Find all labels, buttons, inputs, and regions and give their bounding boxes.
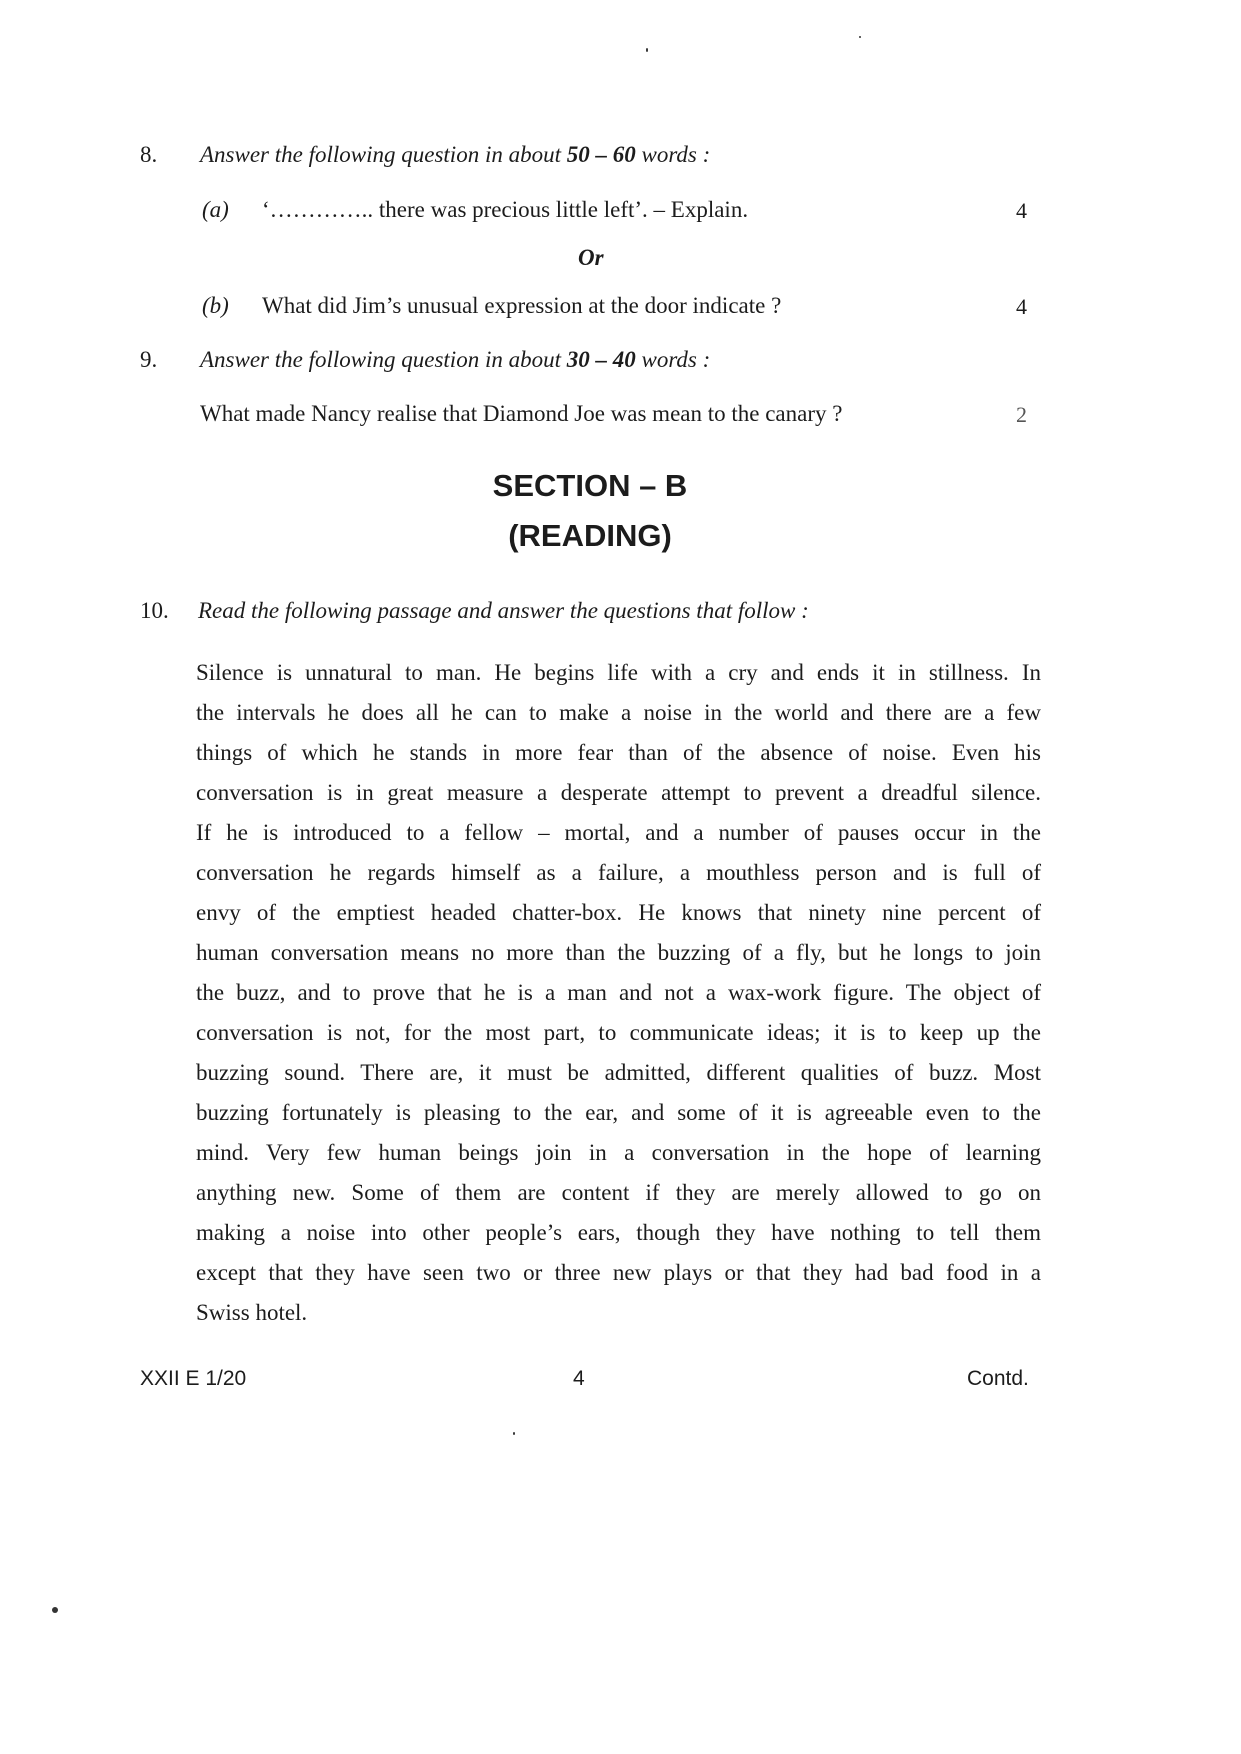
footer-page-number: 4	[573, 1367, 585, 1390]
scan-speck	[513, 1432, 515, 1435]
q10-instruction: Read the following passage and answer the questions that follow :	[198, 598, 809, 623]
passage-line: things of which he stands in more fear than of the absence of noise. Even his	[196, 740, 1041, 765]
scan-speck	[646, 48, 648, 52]
q9-instruction-pre: Answer the following question in about	[200, 347, 567, 372]
section-title: SECTION – B	[492, 468, 688, 503]
passage-line: conversation is in great measure a desperate attempt to prevent a dreadful silence.	[196, 780, 1041, 805]
q10-number: 10.	[140, 598, 169, 623]
passage-line: anything new. Some of them are content if they are merely allowed to go on	[196, 1180, 1041, 1205]
scan-speck	[859, 36, 861, 38]
q8a-marks: 4	[1016, 198, 1027, 223]
reading-passage	[196, 653, 1041, 1333]
footer-paper-code: XXII E 1/20	[140, 1367, 247, 1390]
passage-line: buzzing fortunately is pleasing to the ear, and some of it is agreeable even to the	[196, 1100, 1041, 1125]
q8-instruction-bold: 50 – 60	[566, 142, 636, 167]
q8a-label: (a)	[202, 197, 229, 222]
q9-text: What made Nancy realise that Diamond Joe was mean to the canary ?	[200, 401, 843, 426]
footer-contd: Contd.	[967, 1367, 1029, 1390]
or-separator: Or	[578, 245, 604, 270]
q8-number: 8.	[140, 142, 158, 167]
q8b-label: (b)	[202, 293, 229, 318]
passage-line: making a noise into other people’s ears, though they have nothing to tell them	[196, 1220, 1041, 1245]
q8-instruction	[200, 142, 710, 168]
q8b-text: What did Jim’s unusual expression at the door indicate ?	[262, 293, 782, 318]
passage-line: envy of the emptiest headed chatter-box. He knows that ninety nine percent of	[196, 900, 1041, 925]
passage-line: conversation is not, for the most part, to communicate ideas; it is to keep up the	[196, 1020, 1041, 1045]
passage-line: conversation he regards himself as a failure, a mouthless person and is full of	[196, 860, 1041, 885]
passage-line: mind. Very few human beings join in a conversation in the hope of learning	[196, 1140, 1041, 1165]
q9-instruction	[200, 347, 710, 373]
q9-instruction-bold: 30 – 40	[566, 347, 636, 372]
passage-line: human conversation means no more than the buzzing of a fly, but he longs to join	[196, 940, 1041, 965]
q9-marks: 2	[1016, 402, 1027, 427]
passage-line: except that they have seen two or three new plays or that they had bad food in a	[196, 1260, 1041, 1285]
passage-line: the buzz, and to prove that he is a man and not a wax-work figure. The object of	[196, 980, 1041, 1005]
passage-line: Swiss hotel.	[196, 1300, 308, 1325]
q8-instruction-post: words :	[635, 142, 711, 167]
q8-instruction-pre: Answer the following question in about	[200, 142, 567, 167]
section-subtitle: (READING)	[508, 518, 672, 553]
passage-line: Silence is unnatural to man. He begins life with a cry and ends it in stillness. In	[196, 660, 1041, 685]
scan-speck	[52, 1607, 58, 1613]
q9-instruction-post: words :	[635, 347, 711, 372]
passage-line: If he is introduced to a fellow – mortal, and a number of pauses occur in the	[196, 820, 1041, 845]
q8b-marks: 4	[1016, 294, 1027, 319]
passage-line: the intervals he does all he can to make a noise in the world and there are a few	[196, 700, 1041, 725]
q8a-text: ‘………….. there was precious little left’. – Explain.	[262, 197, 749, 222]
passage-line: buzzing sound. There are, it must be admitted, different qualities of buzz. Most	[196, 1060, 1041, 1085]
q9-number: 9.	[140, 347, 158, 372]
